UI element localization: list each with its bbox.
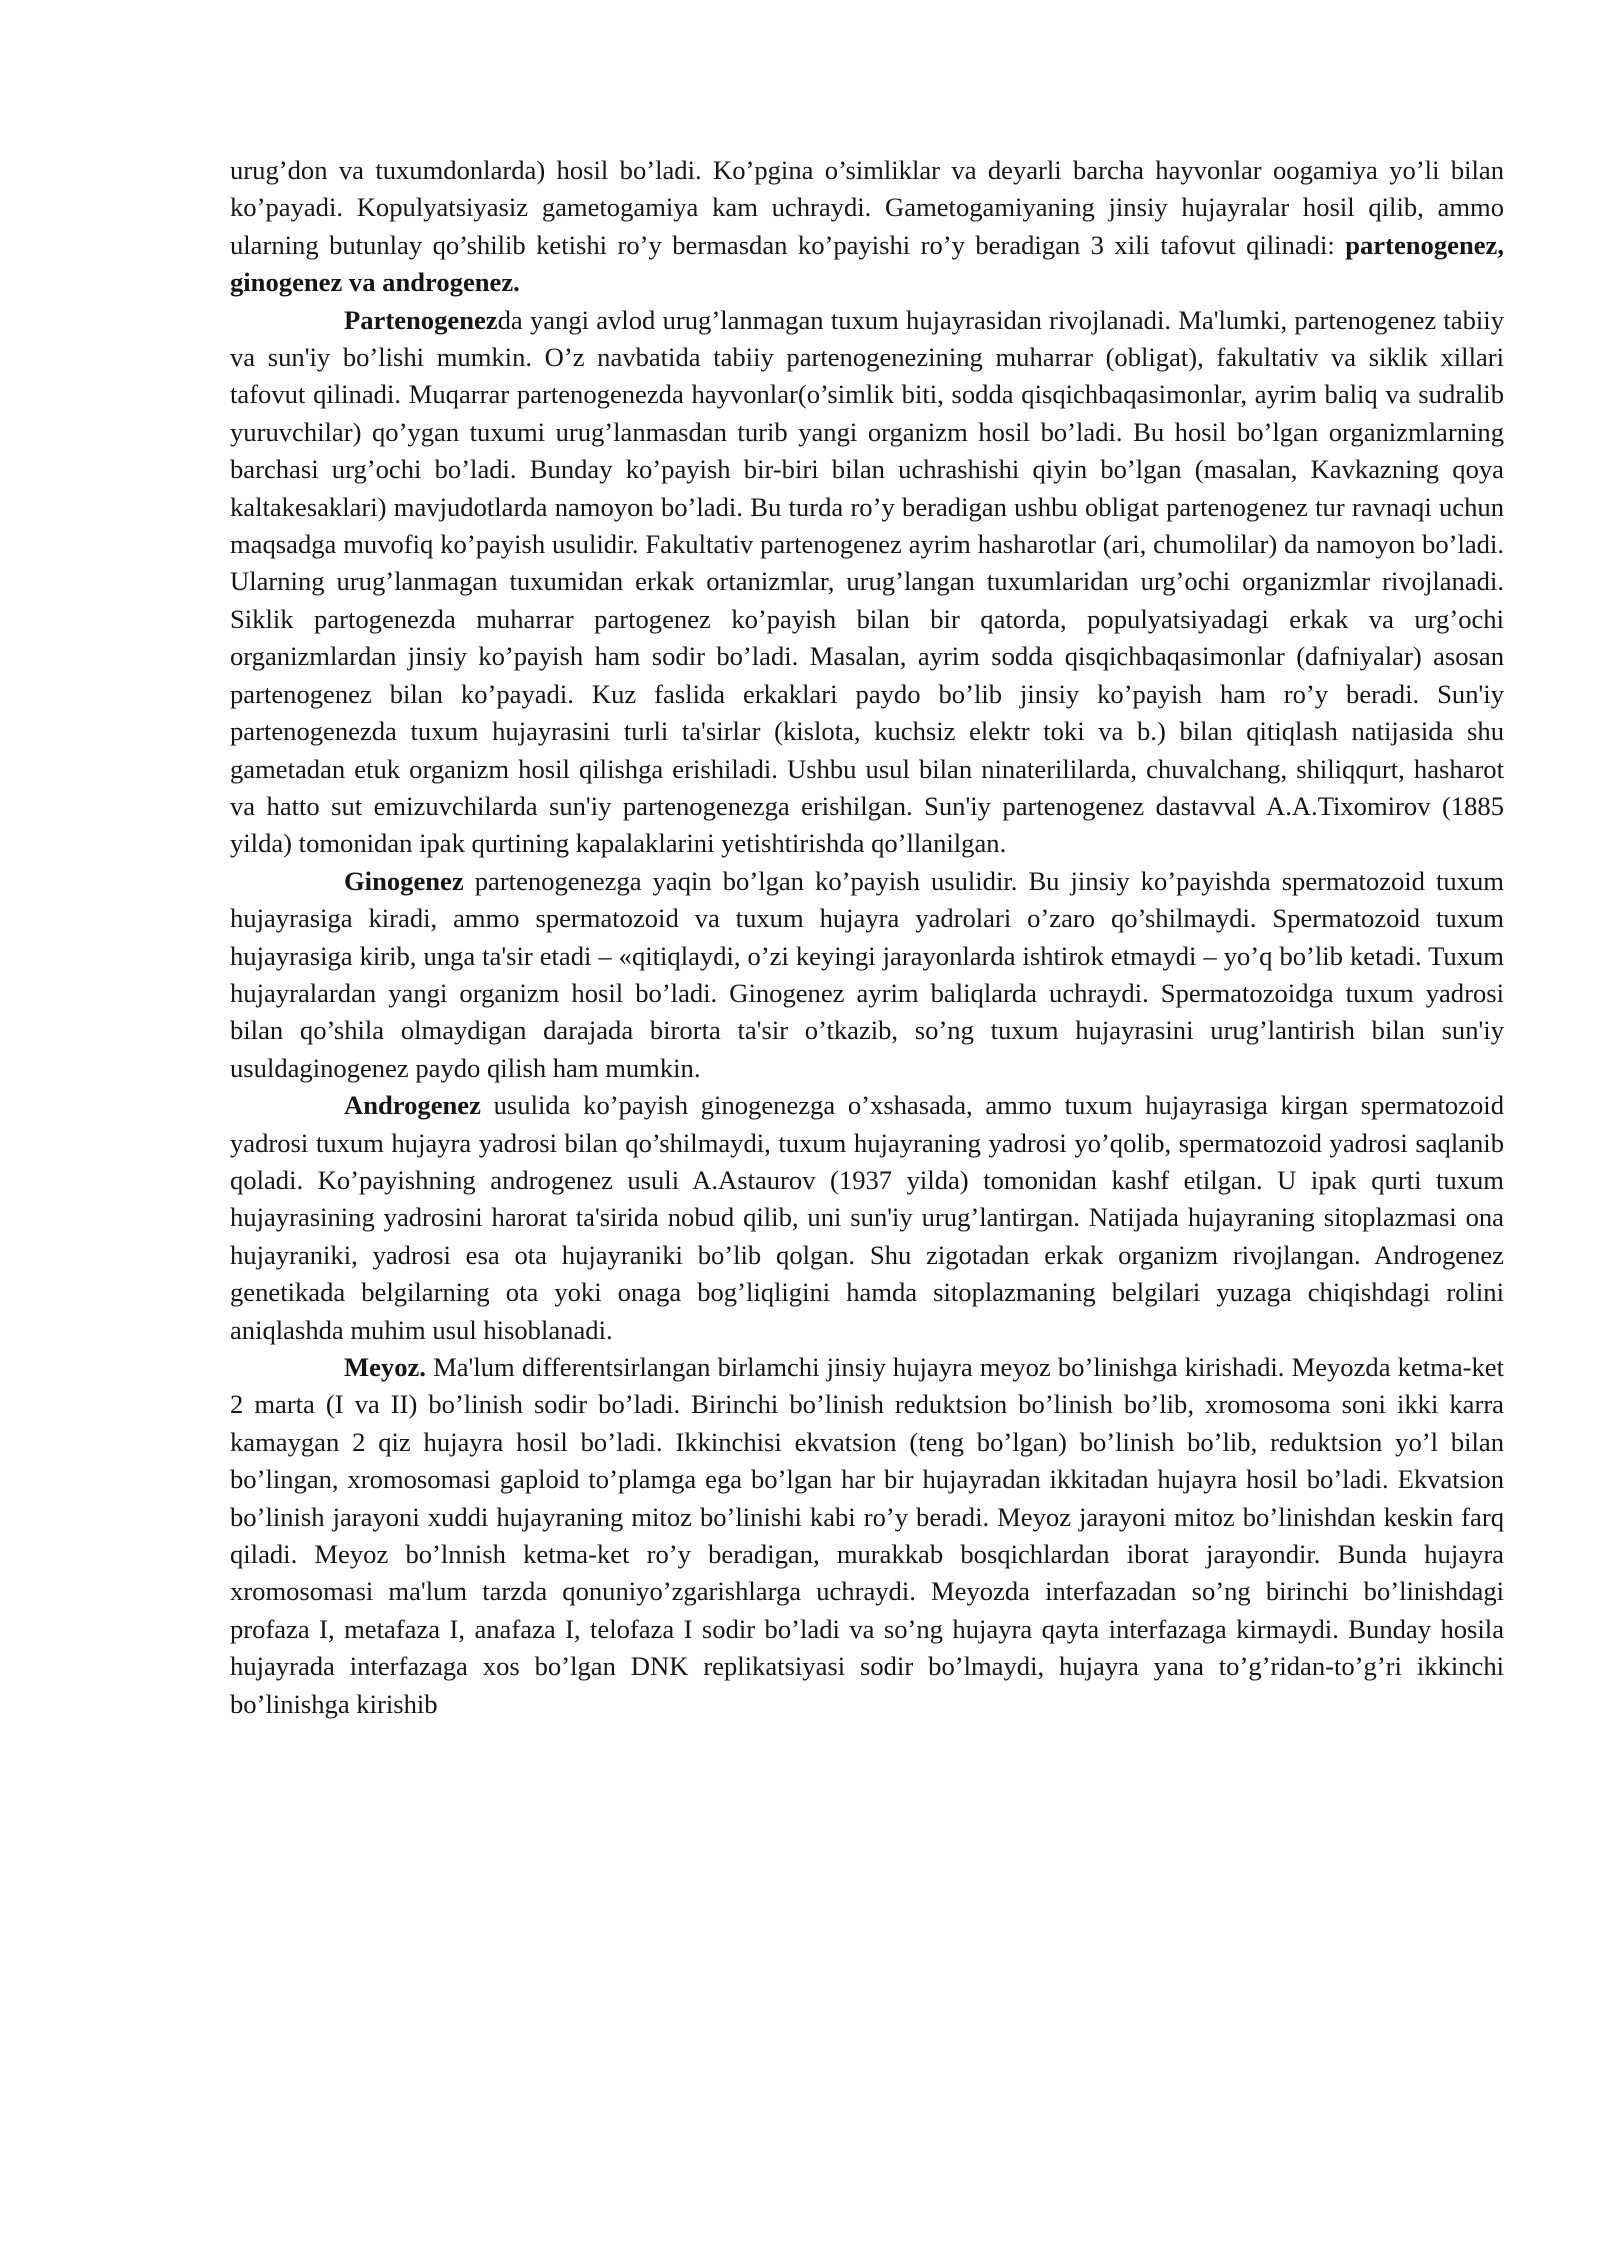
paragraph-text: Ma'lum differentsirlangan birlamchi jinsiy hujayra meyoz bo’linishga kirishadi. Meyozda ketma-ket 2 marta (I va II) bo’linish sodir bo’ladi. Birinchi bo’linish reduktsion bo’linish bo’lib, xromosoma soni ikki karra kamaygan 2 qiz hujayra hosil bo’ladi. Ikkinchisi ekvatsion (teng bo’lgan) bo’linish bo’lib, reduktsion yo’l bilan bo’lingan, xromosomasi gaploid to’plamga ega bo’lgan har bir hujayradan ikkitadan hujayra hosil bo’ladi. Ekvatsion bo’linish jarayoni xuddi hujayraning mitoz bo’linishi kabi ro’y beradi. Meyoz jarayoni mitoz bo’linishdan keskin farq qiladi. Meyoz bo’lnnish ketma-ket ro’y beradigan, murakkab bosqichlardan iborat jarayondir. Bunda hujayra xromosomasi ma'lum tarzda qonuniyo’zgarishlarga uchraydi. Meyozda interfazadan so’ng birinchi bo’linishdagi profaza I, metafaza I, anafaza I, telofaza I sodir bo’ladi va so’ng hujayra qayta interfazaga kirmaydi. Bunday hosila hujayrada interfazaga xos bo’lgan DNK replikatsiyasi sodir bo’lmaydi, hujayra yana to’g’ridan-to’g’ri ikkinchi bo’linishga kirishib bbox=[230, 1352, 1504, 1719]
paragraph-text: usulida ko’payish ginogenezga o’xshasada, ammo tuxum hujayrasiga kirgan spermatozoid yadrosi tuxum hujayra yadrosi bilan qo’shilmaydi, tuxum hujayraning yadrosi yo’qolib, spermatozoid yadrosi saqlanib qoladi. Ko’payishning androgenez usuli A.Astaurov (1937 yilda) tomonidan kashf etilgan. U ipak qurti tuxum hujayrasining yadrosini harorat ta'sirida nobud qilib, uni sun'iy urug’lantirgan. Natijada hujayraning sitoplazmasi ona hujayraniki, yadrosi esa ota hujayraniki bo’lib qolgan. Shu zigotadan erkak organizm rivojlangan. Androgenez genetikada belgilarning ota yoki onaga bog’liqligini hamda sitoplazmaning belgilari yuzaga chiqishdagi rolini aniqlashda muhim usul hisoblanadi. bbox=[230, 1090, 1504, 1345]
paragraph-ginogenez bbox=[230, 863, 1504, 1087]
paragraph-meyoz bbox=[230, 1349, 1504, 1723]
paragraph-partenogenez bbox=[230, 302, 1504, 863]
paragraph-term: Androgenez bbox=[344, 1090, 481, 1121]
paragraph-text: partenogenezga yaqin bo’lgan ko’payish usulidir. Bu jinsiy ko’payishda spermatozoid tuxum hujayrasiga kiradi, ammo spermatozoid va tuxum hujayra yadrolari o’zaro qo’shilmaydi. Spermatozoid tuxum hujayrasiga kirib, unga ta'sir etadi – «qitiqlaydi, o’zi keyingi jarayonlarda ishtirok etmaydi – yo’q bo’lib ketadi. Tuxum hujayralardan yangi organizm hosil bo’ladi. Ginogenez ayrim baliqlarda uchraydi. Spermatozoidga tuxum yadrosi bilan qo’shila olmaydigan darajada birorta ta'sir o’tkazib, so’ng tuxum hujayrasini urug’lantirish bilan sun'iy usuldaginogenez paydo qilish ham mumkin. bbox=[230, 865, 1504, 1083]
paragraph-intro bbox=[230, 152, 1504, 302]
paragraph-term: Partenogenez bbox=[344, 304, 498, 335]
paragraph-androgenez bbox=[230, 1087, 1504, 1349]
paragraph-text: da yangi avlod urug’lanmagan tuxum hujayrasidan rivojlanadi. Ma'lumki, partenogenez tabiiy va sun'iy bo’lishi mumkin. O’z navbatida tabiiy partenogenezining muharrar (obligat), fakultativ va siklik xillari tafovut qilinadi. Muqarrar partenogenezda hayvonlar(o’simlik biti, sodda qisqichbaqasimonlar, ayrim baliq va sudralib yuruvchilar) qo’ygan tuxumi urug’lanmasdan turib yangi organizm hosil bo’ladi. Bu hosil bo’lgan organizmlarning barchasi urg’ochi bo’ladi. Bunday ko’payish bir-biri bilan uchrashishi qiyin bo’lgan (masalan, Kavkazning qoya kaltakesaklari) mavjudotlarda namoyon bo’ladi. Bu turda ro’y beradigan ushbu obligat partenogenez tur ravnaqi uchun maqsadga muvofiq ko’payish usulidir. Fakultativ partenogenez ayrim hasharotlar (ari, chumolilar) da namoyon bo’ladi. Ularning urug’lanmagan tuxumidan erkak ortanizmlar, urug’langan tuxumlaridan urg’ochi organizmlar rivojlanadi. Siklik partogenezda muharrar partogenez ko’payish bilan bir qatorda, populyatsiyadagi erkak va urg’ochi organizmlardan jinsiy ko’payish ham sodir bo’ladi. Masalan, ayrim sodda qisqichbaqasimonlar (dafniyalar) asosan partenogenez bilan ko’payadi. Kuz faslida erkaklari paydo bo’lib jinsiy ko’payish ham ro’y beradi. Sun'iy partenogenezda tuxum hujayrasini turli ta'sirlar (kislota, kuchsiz elektr toki va b.) bilan qitiqlash natijasida shu gametadan etuk organizm hosil qilishga erishiladi. Ushbu usul bilan ninaterililarda, chuvalchang, shiliqqurt, hasharot va hatto sut emizuvchilarda sun'iy partenogenezga erishilgan. Sun'iy partenogenez dastavval A.A.Tixomirov (1885 yilda) tomonidan ipak qurtining kapalaklarini yetishtirishda qo’llanilgan. bbox=[230, 304, 1504, 859]
paragraph-term: Meyoz. bbox=[344, 1352, 426, 1382]
document-page bbox=[230, 152, 1504, 1723]
paragraph-term: Ginogenez bbox=[344, 865, 464, 896]
paragraph-text: urug’don va tuxumdonlarda) hosil bo’ladi. Ko’pgina o’simliklar va deyarli barcha hayvonlar oogamiya yo’li bilan ko’payadi. Kopulyatsiyasiz gametogamiya kam uchraydi. Gametogamiyaning jinsiy hujayralar hosil qilib, ammo ularning butunlay qo’shilib ketishi ro’y bermasdan ko’payishi ro’y beradigan 3 xili tafovut qilinadi: bbox=[230, 155, 1504, 260]
paragraph-bold-tail: partenogenez, ginogenez va androgenez. bbox=[230, 229, 1504, 298]
